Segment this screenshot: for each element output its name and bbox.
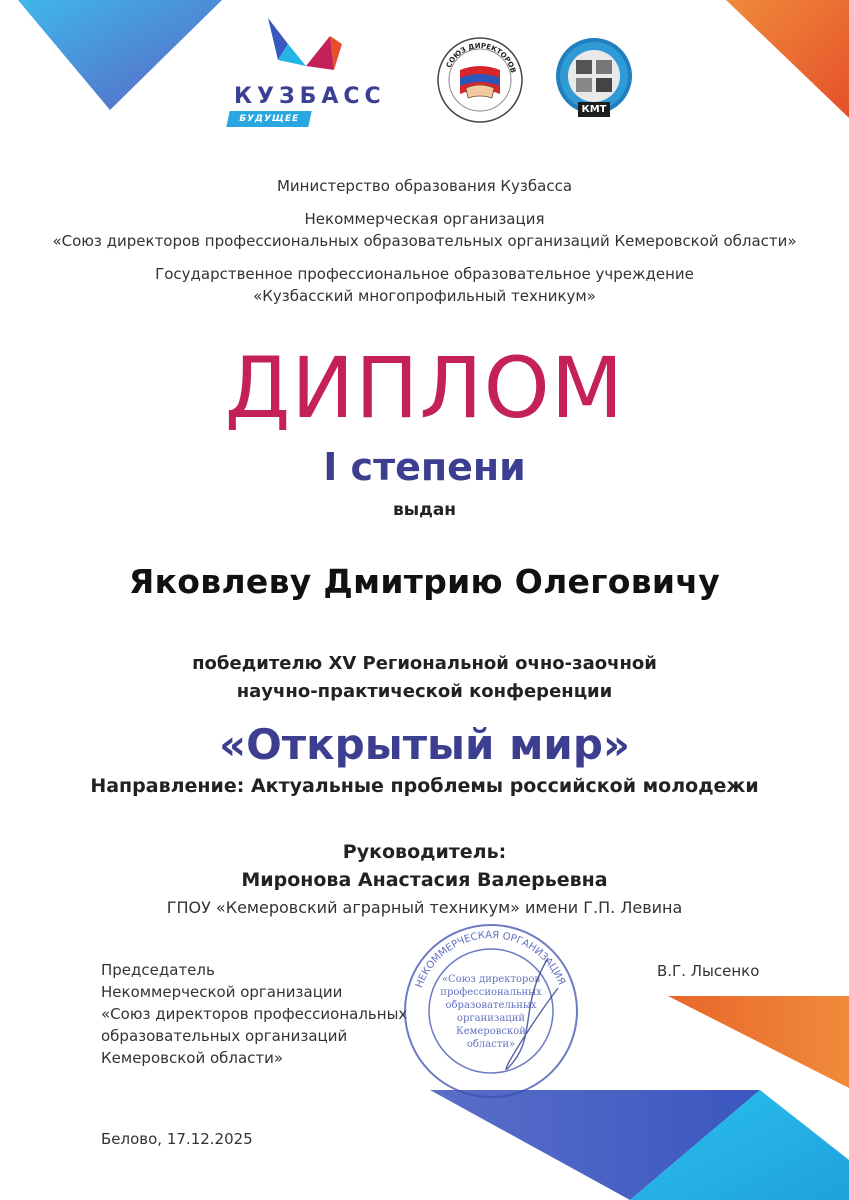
chairman-line: «Союз директоров профессиональных xyxy=(101,1005,408,1023)
kuzbass-word: КУЗБАСС xyxy=(234,84,386,109)
direction-line: Направление: Актуальные проблемы российской молодежи xyxy=(90,775,759,797)
supervisor-heading: Руководитель: xyxy=(342,841,507,863)
winner-line1: победителю XV Региональной очно-заочной xyxy=(192,653,657,674)
seal-inner-line: организаций xyxy=(456,1013,526,1024)
recipient-name: Яковлеву Дмитрию Олеговичу xyxy=(128,562,721,601)
seal-inner-line: «Союз директоров xyxy=(441,974,541,985)
union-arc-text: СОЮЗ ДИРЕКТОРОВ xyxy=(444,41,518,74)
triangle-top-left xyxy=(18,0,222,110)
seal-inner-line: области» xyxy=(466,1039,516,1050)
nonprofit-line2: «Союз директоров профессиональных образовательных организаций Кемеровской области» xyxy=(52,232,797,250)
kuzbass-emblem-icon xyxy=(222,14,392,84)
signer-name: В.Г. Лысенко xyxy=(657,962,760,980)
diploma-degree: I степени xyxy=(323,445,526,489)
organization-seal xyxy=(398,918,584,1104)
college-line2: «Кузбасский многопрофильный техникум» xyxy=(253,287,596,305)
chairman-line: Некоммерческой организации xyxy=(101,983,343,1001)
seal-inner-line: Кемеровской xyxy=(456,1026,526,1037)
kmt-logo xyxy=(554,34,634,126)
kmt-label: КМТ xyxy=(578,102,610,117)
triangle-top-right xyxy=(726,0,849,118)
supervisor-organization: ГПОУ «Кемеровский аграрный техникум» имени Г.П. Левина xyxy=(166,898,683,917)
conference-name: «Открытый мир» xyxy=(218,720,631,769)
ministry-line: Министерство образования Кузбасса xyxy=(276,177,573,195)
triangle-bottom-right-orange xyxy=(668,996,849,1088)
supervisor-name: Миронова Анастасия Валерьевна xyxy=(241,869,608,891)
seal-outer-text: НЕКОММЕРЧЕСКАЯ ОРГАНИЗАЦИЯ xyxy=(414,929,567,990)
union-of-directors-logo xyxy=(436,36,524,124)
kuzbass-logo xyxy=(222,14,392,132)
college-line1: Государственное профессиональное образовательное учреждение xyxy=(155,265,694,283)
chairman-line: Председатель xyxy=(101,961,215,979)
seal-inner-line: профессиональных xyxy=(440,987,542,998)
chairman-line: Кемеровской области» xyxy=(101,1049,284,1067)
kuzbass-tagline: БУДУЩЕЕ xyxy=(226,111,311,127)
nonprofit-line1: Некоммерческая организация xyxy=(304,210,545,228)
seal-inner-line: образовательных xyxy=(445,1000,537,1011)
chairman-block xyxy=(101,959,407,1069)
issued-label: выдан xyxy=(392,500,457,520)
chairman-line: образовательных организаций xyxy=(101,1027,348,1045)
winner-line2: научно-практической конференции xyxy=(236,681,613,702)
diploma-title: ДИПЛОМ xyxy=(224,339,625,437)
city-date: Белово, 17.12.2025 xyxy=(101,1130,253,1148)
